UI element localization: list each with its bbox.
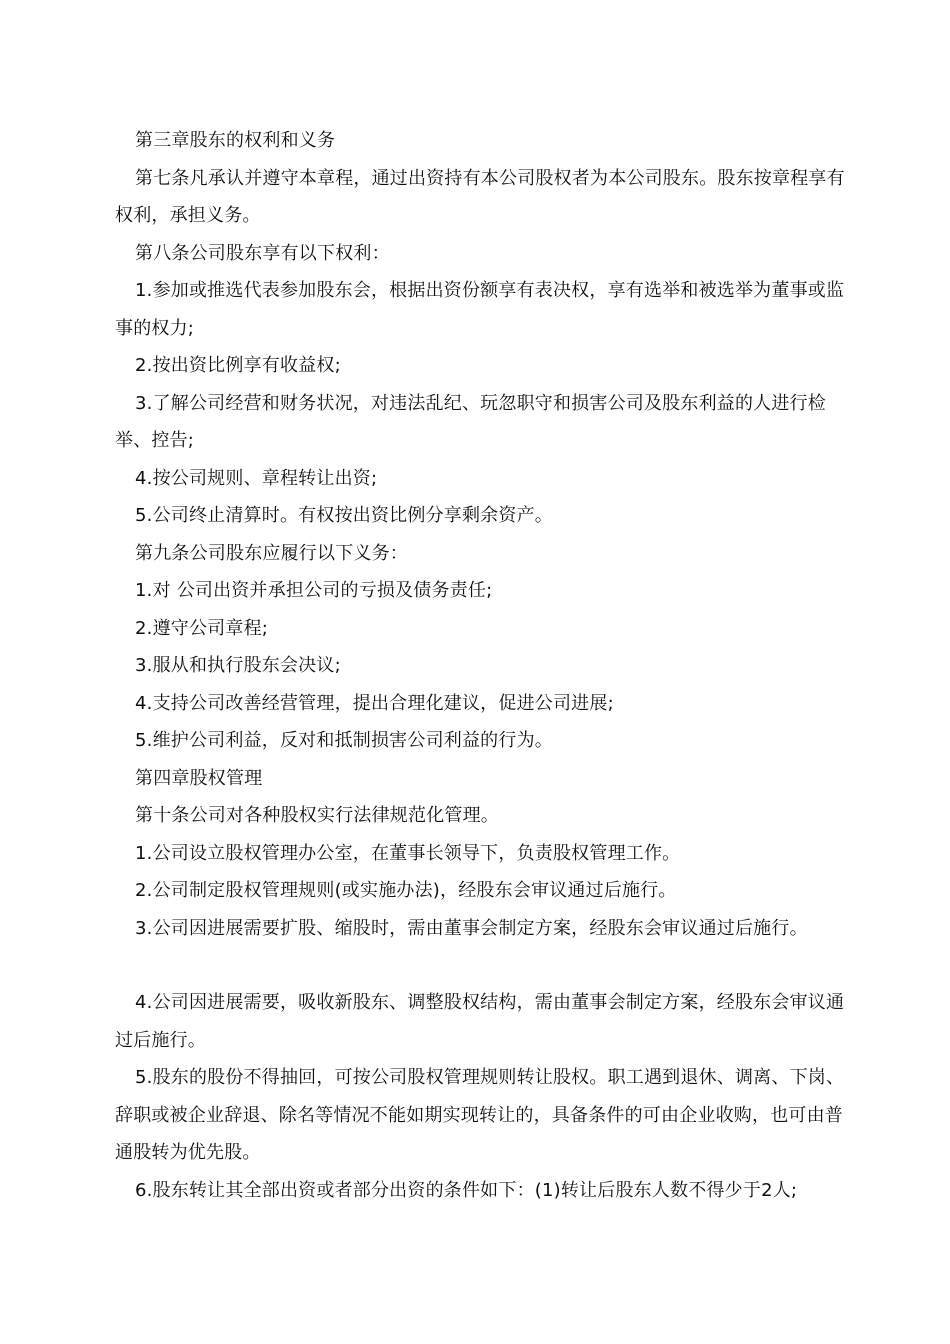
article-10-item-1: 1.公司设立股权管理办公室，在董事长领导下，负责股权管理工作。: [135, 842, 681, 864]
article-7: 第七条凡承认并遵守本章程，通过出资持有本公司股权者为本公司股东。股东按章程享有权利，承担义务。: [115, 167, 845, 226]
article-8-item-4: 4.按公司规则、章程转让出资;: [135, 467, 378, 489]
article-10-item-5: 5.股东的股份不得抽回，可按公司股权管理规则转让股权。职工遇到退休、调离、下岗、辞职或被企业辞退、除名等情况不能如期实现转让的，具备条件的可由企业收购，也可由普通股转为优先股。: [115, 1067, 845, 1163]
article-9-item-2: 2.遵守公司章程;: [135, 617, 269, 639]
article-9-item-4: 4.支持公司改善经营管理，提出合理化建议，促进公司进展;: [135, 692, 614, 714]
article-9-item-1: 1.对 公司出资并承担公司的亏损及债务责任;: [135, 580, 493, 601]
paragraph-gap: [115, 947, 855, 984]
article-10-heading: 第十条公司对各种股权实行法律规范化管理。: [135, 805, 499, 826]
article-8-item-2: 2.按出资比例享有收益权;: [135, 355, 341, 376]
chapter-4-heading: 第四章股权管理: [135, 767, 263, 789]
article-9-heading: 第九条公司股东应履行以下义务：: [135, 542, 408, 564]
chapter-3-heading: 第三章股东的权利和义务: [135, 130, 336, 151]
article-10-item-2: 2.公司制定股权管理规则(或实施办法)，经股东会审议通过后施行。: [135, 880, 677, 901]
article-8-item-5: 5.公司终止清算时。有权按出资比例分享剩余资产。: [135, 505, 553, 526]
article-9-item-3: 3.服从和执行股东会决议;: [135, 655, 341, 676]
document-body: [115, 122, 855, 1209]
article-10-item-3: 3.公司因进展需要扩股、缩股时，需由董事会制定方案，经股东会审议通过后施行。: [135, 917, 808, 939]
article-10-item-6: 6.股东转让其全部出资或者部分出资的条件如下：(1)转让后股东人数不得少于2人;: [135, 1179, 798, 1201]
article-10-item-4: 4.公司因进展需要，吸收新股东、调整股权结构，需由董事会制定方案，经股东会审议通过后施行。: [115, 992, 845, 1051]
article-8-item-1: 1.参加或推选代表参加股东会，根据出资份额享有表决权，享有选举和被选举为董事或监事的权力;: [115, 280, 845, 339]
article-8-item-3: 3.了解公司经营和财务状况，对违法乱纪、玩忽职守和损害公司及股东利益的人进行检举、控告;: [115, 392, 826, 451]
article-8-heading: 第八条公司股东享有以下权利：: [135, 242, 390, 264]
article-9-item-5: 5.维护公司利益，反对和抵制损害公司利益的行为。: [135, 730, 553, 751]
